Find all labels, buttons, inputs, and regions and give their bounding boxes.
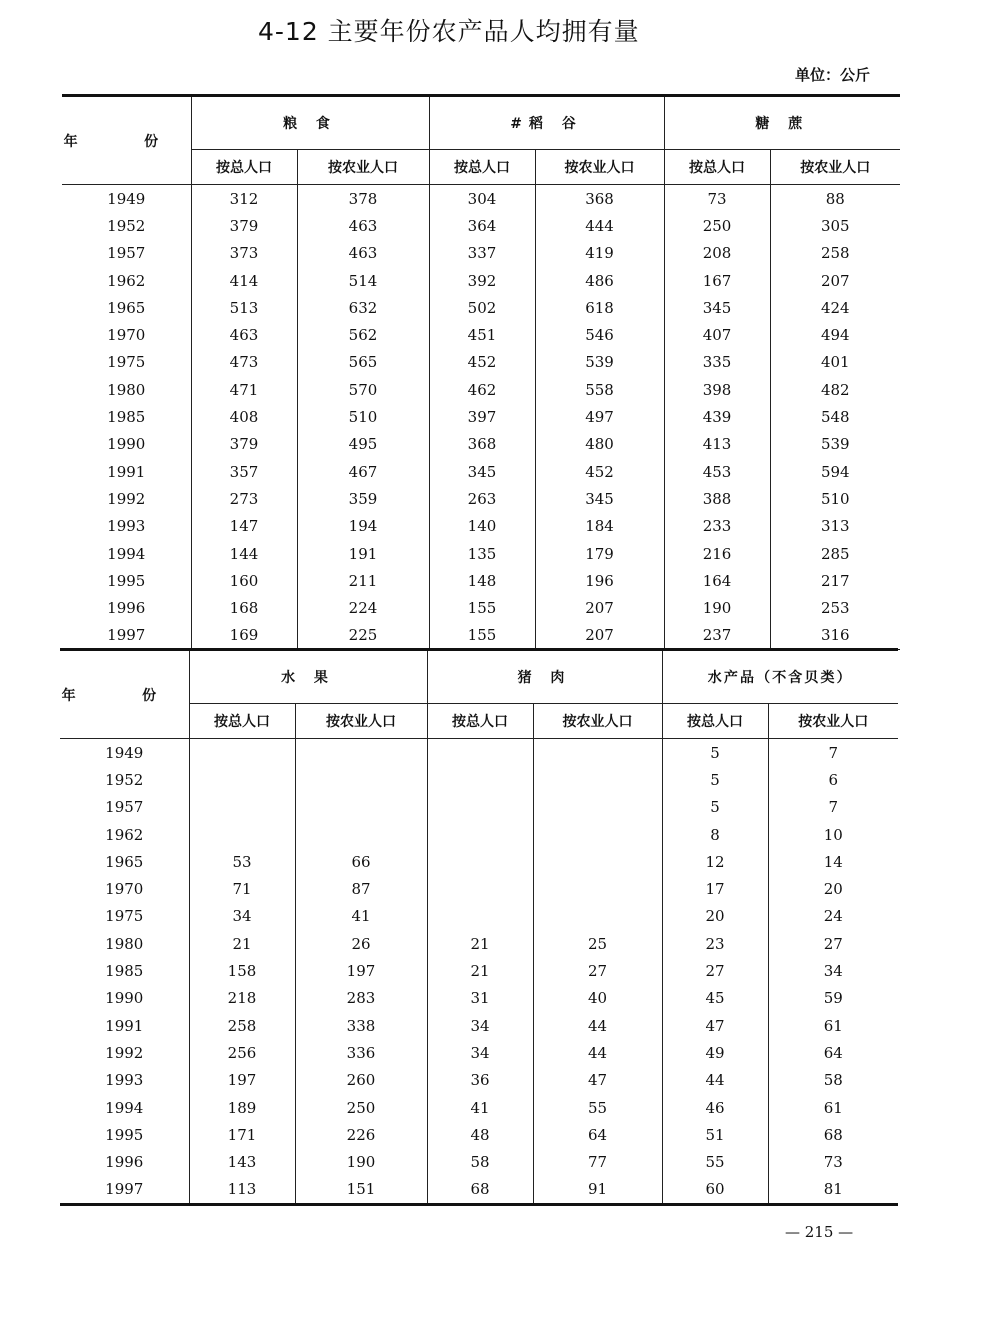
value-cell: 160 — [191, 567, 297, 594]
value-cell: 632 — [297, 294, 429, 321]
table-row — [62, 594, 900, 621]
value-cell: 51 — [662, 1121, 768, 1148]
value-cell: 44 — [662, 1067, 768, 1094]
value-cell — [427, 766, 533, 793]
group-header-aquatic: 水产品（不含贝类） — [662, 650, 898, 704]
value-cell: 226 — [295, 1121, 427, 1148]
value-cell: 21 — [427, 957, 533, 984]
value-cell: 407 — [664, 321, 770, 348]
value-cell: 47 — [533, 1067, 662, 1094]
year-cell: 1970 — [105, 880, 144, 899]
table-row — [60, 930, 898, 957]
value-cell: 451 — [429, 321, 535, 348]
value-cell: 373 — [191, 240, 297, 267]
sub-header-total: 按总人口 — [429, 150, 535, 185]
value-cell — [533, 766, 662, 793]
value-cell: 565 — [297, 349, 429, 376]
table-row — [60, 794, 898, 821]
value-cell: 87 — [295, 875, 427, 902]
value-cell: 49 — [662, 1039, 768, 1066]
value-cell: 144 — [191, 540, 297, 567]
value-cell: 12 — [662, 848, 768, 875]
value-cell: 513 — [191, 294, 297, 321]
year-cell: 1997 — [105, 1180, 144, 1199]
value-cell: 41 — [295, 903, 427, 930]
table-lower — [60, 648, 898, 1206]
value-cell — [427, 739, 533, 767]
table-row — [62, 567, 900, 594]
value-cell: 263 — [429, 485, 535, 512]
value-cell: 397 — [429, 403, 535, 430]
value-cell: 398 — [664, 376, 770, 403]
year-cell: 1996 — [105, 1153, 144, 1172]
value-cell: 168 — [191, 594, 297, 621]
value-cell: 140 — [429, 513, 535, 540]
year-cell: 1980 — [107, 380, 146, 399]
value-cell: 21 — [189, 930, 295, 957]
value-cell — [189, 766, 295, 793]
table-lower-body — [60, 739, 898, 1205]
value-cell — [189, 739, 295, 767]
value-cell: 207 — [535, 622, 664, 650]
value-cell: 197 — [295, 957, 427, 984]
value-cell: 73 — [768, 1148, 898, 1175]
table-row — [60, 848, 898, 875]
value-cell: 218 — [189, 985, 295, 1012]
table-row — [60, 1121, 898, 1148]
value-cell: 10 — [768, 821, 898, 848]
value-cell: 5 — [662, 739, 768, 767]
value-cell: 378 — [297, 185, 429, 213]
value-cell: 179 — [535, 540, 664, 567]
value-cell: 40 — [533, 985, 662, 1012]
year-cell: 1970 — [107, 326, 146, 345]
value-cell: 48 — [427, 1121, 533, 1148]
year-cell: 1990 — [107, 435, 146, 454]
value-cell: 64 — [533, 1121, 662, 1148]
value-cell: 6 — [768, 766, 898, 793]
value-cell: 225 — [297, 622, 429, 650]
year-cell: 1980 — [105, 934, 144, 953]
value-cell: 27 — [768, 930, 898, 957]
value-cell: 31 — [427, 985, 533, 1012]
sub-header-agri: 按农业人口 — [297, 150, 429, 185]
group-header-rice: #稻 谷 — [429, 96, 664, 150]
year-cell: 1990 — [105, 989, 144, 1008]
value-cell: 61 — [768, 1094, 898, 1121]
value-cell: 379 — [191, 431, 297, 458]
value-cell: 594 — [770, 458, 900, 485]
year-cell: 1993 — [107, 517, 146, 536]
value-cell: 345 — [664, 294, 770, 321]
year-cell: 1949 — [107, 189, 146, 208]
value-cell: 463 — [297, 240, 429, 267]
value-cell: 359 — [297, 485, 429, 512]
value-cell: 25 — [533, 930, 662, 957]
year-cell: 1994 — [105, 1098, 144, 1117]
value-cell: 148 — [429, 567, 535, 594]
value-cell: 408 — [191, 403, 297, 430]
sub-header-total: 按总人口 — [189, 704, 295, 739]
value-cell: 260 — [295, 1067, 427, 1094]
value-cell: 64 — [768, 1039, 898, 1066]
table-row — [60, 1067, 898, 1094]
value-cell: 570 — [297, 376, 429, 403]
value-cell: 88 — [770, 185, 900, 213]
value-cell: 414 — [191, 267, 297, 294]
value-cell: 253 — [770, 594, 900, 621]
value-cell: 135 — [429, 540, 535, 567]
value-cell: 494 — [770, 321, 900, 348]
value-cell: 23 — [662, 930, 768, 957]
value-cell — [533, 875, 662, 902]
value-cell: 55 — [533, 1094, 662, 1121]
value-cell: 34 — [768, 957, 898, 984]
value-cell: 250 — [295, 1094, 427, 1121]
value-cell: 211 — [297, 567, 429, 594]
year-header: 年 份 — [60, 650, 189, 739]
group-header-pork: 猪 肉 — [427, 650, 662, 704]
value-cell: 357 — [191, 458, 297, 485]
value-cell: 155 — [429, 622, 535, 650]
value-cell: 335 — [664, 349, 770, 376]
value-cell: 471 — [191, 376, 297, 403]
value-cell: 53 — [189, 848, 295, 875]
value-cell: 539 — [535, 349, 664, 376]
value-cell: 256 — [189, 1039, 295, 1066]
year-cell: 1997 — [107, 626, 146, 645]
value-cell — [427, 903, 533, 930]
table-row — [62, 185, 900, 213]
value-cell: 480 — [535, 431, 664, 458]
year-cell: 1985 — [105, 962, 144, 981]
value-cell: 58 — [768, 1067, 898, 1094]
sub-header-agri: 按农业人口 — [535, 150, 664, 185]
year-cell: 1995 — [107, 571, 146, 590]
value-cell: 336 — [295, 1039, 427, 1066]
year-cell: 1952 — [105, 770, 144, 789]
value-cell: 364 — [429, 212, 535, 239]
table-row — [60, 739, 898, 767]
table-row — [60, 1148, 898, 1175]
value-cell: 77 — [533, 1148, 662, 1175]
value-cell: 368 — [429, 431, 535, 458]
value-cell: 258 — [770, 240, 900, 267]
value-cell: 495 — [297, 431, 429, 458]
value-cell: 44 — [533, 1012, 662, 1039]
value-cell: 20 — [768, 875, 898, 902]
year-header: 年 份 — [62, 96, 191, 185]
value-cell: 305 — [770, 212, 900, 239]
table-row — [62, 321, 900, 348]
value-cell: 158 — [189, 957, 295, 984]
value-cell: 313 — [770, 513, 900, 540]
group-header-grain: 粮 食 — [191, 96, 429, 150]
value-cell — [295, 739, 427, 767]
value-cell: 558 — [535, 376, 664, 403]
value-cell — [427, 794, 533, 821]
value-cell: 285 — [770, 540, 900, 567]
value-cell: 452 — [535, 458, 664, 485]
value-cell: 34 — [427, 1039, 533, 1066]
value-cell: 217 — [770, 567, 900, 594]
value-cell: 618 — [535, 294, 664, 321]
value-cell: 5 — [662, 794, 768, 821]
sub-header-agri: 按农业人口 — [295, 704, 427, 739]
year-cell: 1995 — [105, 1125, 144, 1144]
value-cell: 345 — [535, 485, 664, 512]
value-cell: 8 — [662, 821, 768, 848]
value-cell: 304 — [429, 185, 535, 213]
value-cell: 91 — [533, 1176, 662, 1205]
value-cell: 237 — [664, 622, 770, 650]
value-cell: 250 — [664, 212, 770, 239]
group-header-sugarcane: 糖 蔗 — [664, 96, 900, 150]
value-cell: 26 — [295, 930, 427, 957]
value-cell: 473 — [191, 349, 297, 376]
sub-header-agri: 按农业人口 — [768, 704, 898, 739]
value-cell: 113 — [189, 1176, 295, 1205]
value-cell: 208 — [664, 240, 770, 267]
value-cell: 169 — [191, 622, 297, 650]
value-cell: 59 — [768, 985, 898, 1012]
value-cell: 27 — [662, 957, 768, 984]
value-cell: 73 — [664, 185, 770, 213]
table-upper — [62, 94, 900, 650]
table-row — [60, 1176, 898, 1205]
table-row — [62, 540, 900, 567]
value-cell: 66 — [295, 848, 427, 875]
year-cell: 1985 — [107, 408, 146, 427]
value-cell: 34 — [427, 1012, 533, 1039]
value-cell — [533, 794, 662, 821]
table-row — [62, 349, 900, 376]
value-cell: 17 — [662, 875, 768, 902]
unit-label: 单位：公斤 — [795, 66, 871, 84]
value-cell: 424 — [770, 294, 900, 321]
value-cell: 24 — [768, 903, 898, 930]
year-cell: 1949 — [105, 743, 144, 762]
year-cell: 1975 — [105, 907, 144, 926]
value-cell: 151 — [295, 1176, 427, 1205]
value-cell: 58 — [427, 1148, 533, 1175]
value-cell: 46 — [662, 1094, 768, 1121]
value-cell: 27 — [533, 957, 662, 984]
sub-header-total: 按总人口 — [427, 704, 533, 739]
table-row — [62, 431, 900, 458]
value-cell: 452 — [429, 349, 535, 376]
value-cell: 60 — [662, 1176, 768, 1205]
year-cell: 1991 — [107, 462, 146, 481]
value-cell: 345 — [429, 458, 535, 485]
value-cell: 562 — [297, 321, 429, 348]
value-cell: 5 — [662, 766, 768, 793]
sub-header-total: 按总人口 — [191, 150, 297, 185]
value-cell: 68 — [768, 1121, 898, 1148]
value-cell — [533, 848, 662, 875]
table-row — [62, 376, 900, 403]
value-cell: 548 — [770, 403, 900, 430]
year-cell: 1965 — [107, 298, 146, 317]
value-cell: 147 — [191, 513, 297, 540]
year-cell: 1965 — [105, 852, 144, 871]
value-cell — [189, 794, 295, 821]
value-cell: 190 — [664, 594, 770, 621]
value-cell: 467 — [297, 458, 429, 485]
value-cell: 36 — [427, 1067, 533, 1094]
value-cell: 61 — [768, 1012, 898, 1039]
value-cell: 316 — [770, 622, 900, 650]
value-cell: 47 — [662, 1012, 768, 1039]
table-row — [60, 1094, 898, 1121]
value-cell: 338 — [295, 1012, 427, 1039]
value-cell: 497 — [535, 403, 664, 430]
table-row — [60, 875, 898, 902]
table-row — [62, 403, 900, 430]
value-cell: 379 — [191, 212, 297, 239]
value-cell: 45 — [662, 985, 768, 1012]
value-cell: 20 — [662, 903, 768, 930]
year-cell: 1975 — [107, 353, 146, 372]
value-cell: 143 — [189, 1148, 295, 1175]
value-cell: 502 — [429, 294, 535, 321]
value-cell: 196 — [535, 567, 664, 594]
value-cell — [427, 875, 533, 902]
year-cell: 1992 — [107, 489, 146, 508]
table-row — [60, 821, 898, 848]
table-row — [62, 240, 900, 267]
value-cell — [295, 766, 427, 793]
value-cell: 401 — [770, 349, 900, 376]
value-cell: 486 — [535, 267, 664, 294]
table-row — [62, 485, 900, 512]
table-row — [60, 985, 898, 1012]
value-cell: 392 — [429, 267, 535, 294]
year-cell: 1957 — [105, 798, 144, 817]
value-cell: 419 — [535, 240, 664, 267]
value-cell: 189 — [189, 1094, 295, 1121]
value-cell: 164 — [664, 567, 770, 594]
value-cell: 439 — [664, 403, 770, 430]
value-cell: 368 — [535, 185, 664, 213]
value-cell: 312 — [191, 185, 297, 213]
year-cell: 1962 — [105, 825, 144, 844]
value-cell: 283 — [295, 985, 427, 1012]
table-row — [60, 1012, 898, 1039]
table-row — [62, 294, 900, 321]
value-cell — [533, 903, 662, 930]
value-cell: 191 — [297, 540, 429, 567]
value-cell: 337 — [429, 240, 535, 267]
group-header-fruit: 水 果 — [189, 650, 427, 704]
value-cell: 510 — [297, 403, 429, 430]
sub-header-total: 按总人口 — [662, 704, 768, 739]
year-cell: 1996 — [107, 599, 146, 618]
value-cell: 14 — [768, 848, 898, 875]
value-cell: 463 — [297, 212, 429, 239]
value-cell: 171 — [189, 1121, 295, 1148]
year-cell: 1991 — [105, 1016, 144, 1035]
value-cell: 71 — [189, 875, 295, 902]
value-cell: 224 — [297, 594, 429, 621]
value-cell: 167 — [664, 267, 770, 294]
value-cell: 155 — [429, 594, 535, 621]
value-cell — [189, 821, 295, 848]
year-cell: 1952 — [107, 216, 146, 235]
value-cell: 21 — [427, 930, 533, 957]
table-upper-body — [62, 185, 900, 650]
year-cell: 1957 — [107, 244, 146, 263]
value-cell: 55 — [662, 1148, 768, 1175]
value-cell: 44 — [533, 1039, 662, 1066]
table-row — [62, 513, 900, 540]
value-cell: 444 — [535, 212, 664, 239]
table-row — [60, 903, 898, 930]
value-cell: 68 — [427, 1176, 533, 1205]
sub-header-agri: 按农业人口 — [770, 150, 900, 185]
table-row — [60, 766, 898, 793]
value-cell: 34 — [189, 903, 295, 930]
sub-header-agri: 按农业人口 — [533, 704, 662, 739]
value-cell: 81 — [768, 1176, 898, 1205]
value-cell: 207 — [535, 594, 664, 621]
value-cell: 233 — [664, 513, 770, 540]
year-cell: 1962 — [107, 271, 146, 290]
value-cell: 546 — [535, 321, 664, 348]
value-cell: 462 — [429, 376, 535, 403]
table-row — [62, 267, 900, 294]
value-cell: 7 — [768, 739, 898, 767]
value-cell: 388 — [664, 485, 770, 512]
value-cell: 41 — [427, 1094, 533, 1121]
value-cell: 510 — [770, 485, 900, 512]
table-row — [60, 1039, 898, 1066]
year-cell: 1992 — [105, 1043, 144, 1062]
table-row — [62, 212, 900, 239]
value-cell: 514 — [297, 267, 429, 294]
year-cell: 1994 — [107, 544, 146, 563]
value-cell: 207 — [770, 267, 900, 294]
value-cell: 184 — [535, 513, 664, 540]
value-cell: 197 — [189, 1067, 295, 1094]
value-cell — [427, 848, 533, 875]
value-cell — [427, 821, 533, 848]
page-number: — 215 — — [785, 1223, 854, 1241]
value-cell — [533, 821, 662, 848]
table-row — [60, 957, 898, 984]
value-cell: 216 — [664, 540, 770, 567]
value-cell — [295, 821, 427, 848]
table-row — [62, 622, 900, 650]
value-cell: 7 — [768, 794, 898, 821]
table-row — [62, 458, 900, 485]
sub-header-total: 按总人口 — [664, 150, 770, 185]
value-cell: 463 — [191, 321, 297, 348]
value-cell: 482 — [770, 376, 900, 403]
value-cell: 194 — [297, 513, 429, 540]
value-cell: 453 — [664, 458, 770, 485]
value-cell: 190 — [295, 1148, 427, 1175]
year-cell: 1993 — [105, 1071, 144, 1090]
value-cell: 273 — [191, 485, 297, 512]
value-cell — [533, 739, 662, 767]
value-cell — [295, 794, 427, 821]
value-cell: 539 — [770, 431, 900, 458]
page-title: 4-12 主要年份农产品人均拥有量 — [258, 17, 640, 46]
value-cell: 413 — [664, 431, 770, 458]
value-cell: 258 — [189, 1012, 295, 1039]
